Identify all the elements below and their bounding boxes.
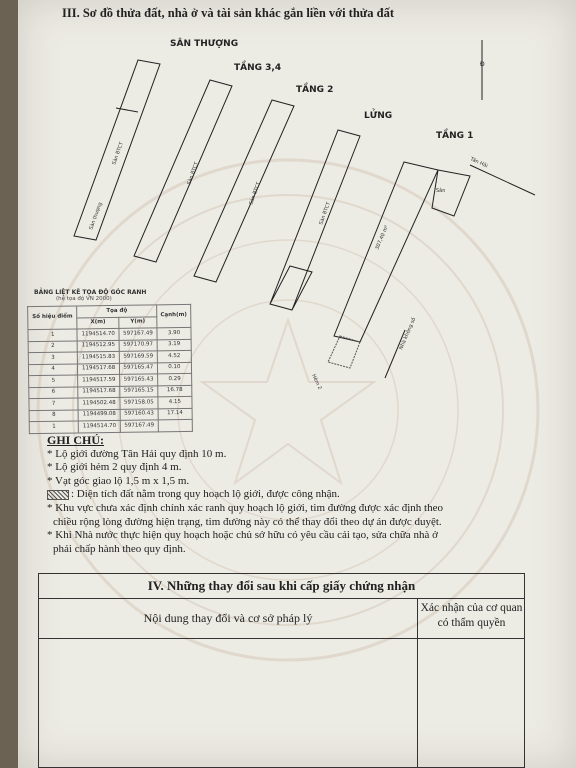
note-item: * Khu vực chưa xác định chính xác ranh quy hoạch lộ giới, tim đường được xác định theo (47, 501, 443, 514)
plan-mezzanine (270, 130, 360, 310)
coordinate-table-subtitle: (hệ tọa độ VN 2000) (56, 296, 112, 302)
column-confirm-header (417, 601, 526, 631)
table-row: 4 1194517.68 597165.47 0.10 (28, 362, 191, 376)
street-label: Tân Hải (469, 156, 489, 170)
note-item: * Lộ giới hẻm 2 quy định 4 m. (47, 461, 182, 474)
hatch-legend-icon (47, 490, 69, 500)
table-row: 1 1194514.70 597167.49 3.90 (28, 327, 191, 341)
section-4-table (38, 573, 525, 768)
hatch-note-text: : Diện tích đất nằm trong quy hoạch lộ giới, được công nhận. (71, 488, 340, 501)
column-content-header: Nội dung thay đổi và cơ sở pháp lý (143, 611, 313, 625)
confirm-header-line-2: có thẩm quyền (437, 617, 506, 629)
house-no-number-label: Nhà không số (398, 316, 418, 351)
label-floor-3-4: TẦNG 3,4 (234, 63, 282, 73)
header-coord: Tọa độ (77, 305, 157, 318)
label-floor-1: TẦNG 1 (436, 131, 474, 141)
note-item: * Lộ giới đường Tân Hải quy định 10 m. (47, 447, 227, 460)
note-item-cont: phải chấp hành theo quy định. (53, 542, 186, 555)
row-divider (39, 638, 524, 639)
note-hatch (47, 488, 537, 502)
area-label: 307,40 m² (374, 224, 390, 251)
header-y: Y(m) (119, 316, 157, 328)
notes-heading: GHI CHÚ: (47, 433, 104, 447)
yard-label: Sân (436, 188, 446, 194)
header-edge: Cạnh(m) (156, 304, 190, 327)
table-row: 2 1194512.95 597170.97 3.19 (28, 339, 191, 353)
alley-label: Hẻm 2 (310, 373, 323, 391)
label-roof: SÂN THƯỢNG (170, 39, 239, 49)
roof-slab-label: Sàn thượng (88, 201, 104, 231)
label-floor-2: TẦNG 2 (296, 85, 334, 95)
table-row: 7 1194502.48 597158.05 4.15 (29, 396, 192, 410)
table-row: 1 1194514.70 597167.49 (29, 419, 192, 433)
road-edge (385, 165, 535, 378)
slab-label-floor2: Sàn BTCT (248, 181, 262, 206)
plan-floor-2 (194, 100, 294, 282)
slab-label-mezzanine: Sàn BTCT (318, 201, 332, 226)
slab-label-floor34: Sàn BTCT (186, 161, 200, 186)
table-row: 6 1194517.68 597165.15 16.78 (29, 385, 192, 399)
note-item-cont: chiều rộng lòng đường hiện trạng, tim đường này có thể thay đổi theo dự án được duyệt. (53, 515, 442, 528)
section-4-title: IV. Những thay đổi sau khi cấp giấy chứng nhận (39, 574, 524, 599)
notes-section (47, 434, 537, 556)
table-row: 5 1194517.59 597165.43 0.29 (29, 373, 192, 387)
table-row: 3 1194515.83 597169.59 4.52 (28, 350, 191, 364)
coordinate-table (27, 304, 193, 434)
slab-label-roof: Sàn BTCT (111, 141, 125, 166)
north-arrow-label: Đ (480, 61, 485, 68)
header-x: X(m) (77, 317, 119, 329)
confirm-header-line-1: Xác nhận của cơ quan (420, 602, 523, 614)
header-point: Số hiệu điểm (28, 306, 78, 330)
hatch-area (328, 336, 360, 368)
plan-floor-1 (334, 162, 470, 342)
label-mezzanine: LỬNG (364, 111, 393, 121)
note-item: * Vạt góc giao lộ 1,5 m x 1,5 m. (47, 474, 190, 487)
coordinate-table-title: BẢNG LIỆT KÊ TỌA ĐỘ GÓC RANH (34, 289, 147, 296)
table-row: 8 1194499.08 597160.43 17.14 (29, 408, 192, 422)
note-item: * Khi Nhà nước thực hiện quy hoạch hoặc chủ sở hữu có yêu cầu cải tạo, sửa chữa nhà ở (47, 529, 438, 542)
section-3-title: III. Sơ đồ thửa đất, nhà ở và tài sản khác gắn liền với thửa đất (62, 6, 395, 20)
plan-floor-3-4 (134, 80, 232, 262)
